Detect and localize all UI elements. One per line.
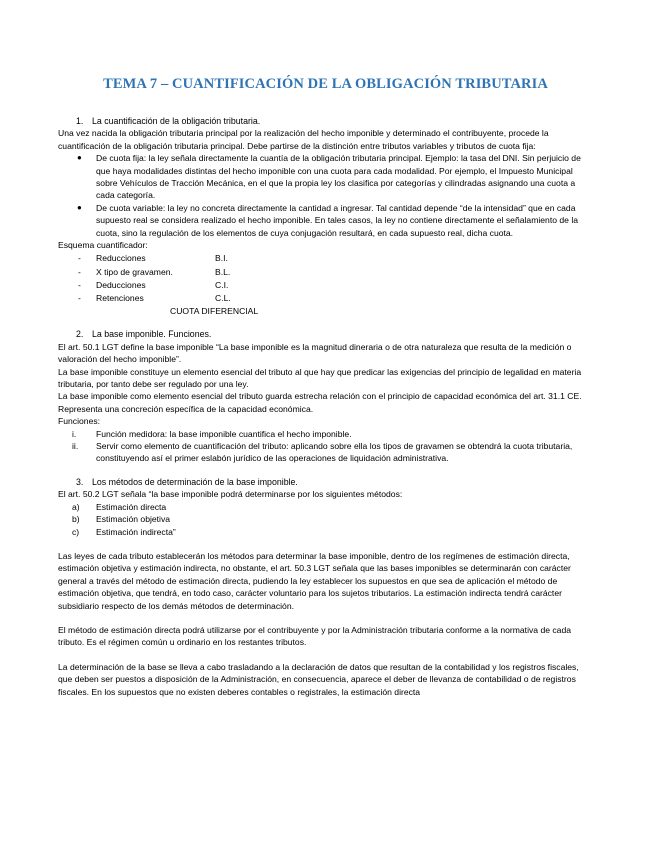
scheme-row-value: C.I. xyxy=(215,279,229,290)
section-2-title: La base imponible. Funciones. xyxy=(92,329,212,340)
list-item xyxy=(58,440,593,465)
scheme-label: Esquema cuantificador: xyxy=(58,240,148,251)
section-2-heading xyxy=(58,328,593,340)
section-1-title: La cuantificación de la obligación tributaria. xyxy=(92,116,261,126)
scheme-row-label: X tipo de gravamen. xyxy=(96,266,173,277)
roman-marker: ii. xyxy=(72,441,79,452)
section-3-paragraph: La determinación de la base se lleva a cabo trasladando a la declaración de datos que resultan de la contabilidad y los registros fiscales, que deben ser puestos a disposición de la Administración, en consecuencia, aparece el deber de llevanza de contabilidad o de registros fiscales. En los supuestos que no existen deberes contables o registrales, la estimación directa xyxy=(58,661,579,697)
list-item xyxy=(58,202,593,239)
quantification-scheme xyxy=(58,252,593,318)
list-item xyxy=(58,152,593,202)
section-2-paragraph: La base imponible como elemento esencial del tributo guarda estrecha relación con el principio de capacidad económica del art. 31.1 CE. Representa una concreción específica de la capacidad económica. xyxy=(58,391,582,414)
dash-marker: - xyxy=(78,266,81,277)
bullet-icon: ● xyxy=(77,153,82,163)
alpha-marker: c) xyxy=(72,526,80,537)
scheme-row xyxy=(58,279,593,292)
scheme-row xyxy=(58,252,593,265)
methods-list xyxy=(58,501,593,538)
alpha-marker: a) xyxy=(72,501,80,512)
scheme-row-label: Reducciones xyxy=(96,253,146,264)
method-text: Estimación directa xyxy=(96,501,167,512)
scheme-total: CUOTA DIFERENCIAL xyxy=(170,306,259,317)
bullet-text: De cuota variable: la ley no concreta directamente la cantidad a ingresar. Tal cantidad depende “de la intensidad” que en cada supuesto real se considera realizado el hecho imponible. En tales casos, la ley no contiene directamente el señalamiento de la cuota, sino la regulación de los elementos de cuya conjugación resultará, en cada supuesto real, dicha cuota. xyxy=(96,202,579,238)
section-3-paragraph: El método de estimación directa podrá utilizarse por el contribuyente y por la Administración tributaria conforme a la normativa de cada tributo. Es el régimen común u ordinario en los restantes tributos. xyxy=(58,624,572,648)
section-3-title: Los métodos de determinación de la base imponible. xyxy=(92,476,298,487)
scheme-row-value: C.L. xyxy=(215,293,231,304)
section-2-number: 2. xyxy=(76,329,84,340)
scheme-row-label: Deducciones xyxy=(96,279,146,290)
scheme-row-value: B.I. xyxy=(215,253,228,264)
list-item xyxy=(58,513,593,525)
document-title: TEMA 7 – CUANTIFICACIÓN DE LA OBLIGACIÓN TRIBUTARIA xyxy=(103,76,548,92)
functions-list xyxy=(58,428,593,465)
scheme-row-value: B.L. xyxy=(215,266,231,277)
dash-marker: - xyxy=(78,253,81,264)
alpha-marker: b) xyxy=(72,514,80,525)
bullet-icon: ● xyxy=(77,202,82,212)
roman-marker: i. xyxy=(72,428,77,439)
section-3-intro: El art. 50.2 LGT señala “la base imponible podrá determinarse por los siguientes métodos: xyxy=(58,489,403,500)
method-text: Estimación objetiva xyxy=(96,514,171,525)
list-item xyxy=(58,501,593,513)
section-3-paragraph: Las leyes de cada tributo establecerán los métodos para determinar la base imponible, dentro de los regímenes de estimación directa, estimación objetiva y estimación indirecta, no obstante, el art. 50.3 LGT señala que las bases imponibles se determinarán con carácter general a través del método de estimación directa, pudiendo la ley establecer los supuestos en que sea de aplicación el método de estimación objetiva, que tendrá, en todo caso, carácter voluntario para los sujetos tributarios. La estimación indirecta tendrá carácter subsidiario respecto de los demás métodos de determinación. xyxy=(58,550,571,611)
scheme-row xyxy=(58,292,593,305)
section-1-intro: Una vez nacida la obligación tributaria principal por la realización del hecho imponible y determinado el contribuyente, procede la cuantificación de la obligación tributaria principal. Debe partirse de la distinción entre tributos variables y tributos de cuota fija: xyxy=(58,128,549,151)
section-2-paragraph: La base imponible constituye un elemento esencial del tributo al que hay que predicar las exigencias del principio de legalidad en materia tributaria, por tanto debe ser regulado por una ley. xyxy=(58,366,582,390)
section-1-number: 1. xyxy=(76,116,84,126)
method-text: Estimación indirecta” xyxy=(96,526,176,537)
functions-label: Funciones: xyxy=(58,416,101,427)
bullet-text: De cuota fija: la ley señala directamente la cuantía de la obligación tributaria principal. Ejemplo: la tasa del DNI. Sin perjuicio de que haya modalidades distintas del hecho imponible con una cuota para cada modalidad. Por ejemplo, el Impuesto Municipal sobre Vehículos de Tracción Mecánica, en el que la propia ley los clasifica por categorías y cilindradas asignando una cuota a cada categoría. xyxy=(96,153,581,201)
dash-marker: - xyxy=(78,279,81,290)
dash-marker: - xyxy=(78,293,81,304)
list-item xyxy=(58,428,593,440)
section-1-heading xyxy=(58,115,593,127)
scheme-total-row xyxy=(58,305,593,318)
list-item xyxy=(58,526,593,538)
function-text: Función medidora: la base imponible cuantifica el hecho imponible. xyxy=(96,428,352,439)
scheme-row-label: Retenciones xyxy=(96,293,144,304)
section-3-number: 3. xyxy=(76,476,84,487)
section-2-paragraph: El art. 50.1 LGT define la base imponible “La base imponible es la magnitud dineraria o de otra naturaleza que resulta de la medición o valoración del hecho imponible”. xyxy=(58,341,572,365)
section-3-heading xyxy=(58,476,593,488)
scheme-row xyxy=(58,266,593,279)
tribute-types-list xyxy=(58,152,593,239)
function-text: Servir como elemento de cuantificación del tributo: aplicando sobre ella los tipos de gravamen se obtendrá la cuota tributaria, constituyendo así el primer eslabón jurídico de las operaciones de liquidación administrativa. xyxy=(96,441,573,464)
